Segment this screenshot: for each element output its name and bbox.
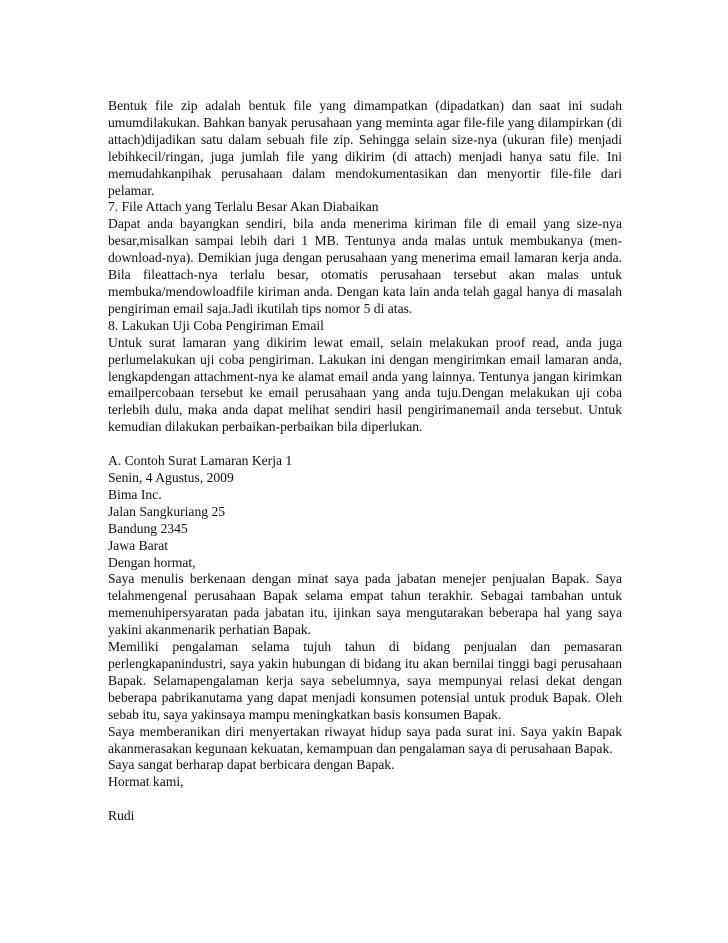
letter-body-1: Saya menulis berkenaan dengan minat saya pada jabatan menejer penjualan Bapak. Saya telahmengenal perusahaan Bapak selama empat tahun terakhir. Sebagai tambahan untuk memenuhipersyaratan pada jabatan itu, ijinkan saya mengutarakan beberapa hal yang saya yakini akanmenarik perhatian Bapak. (108, 571, 622, 638)
recipient-company: Bima Inc. (108, 486, 162, 502)
letter-signature: Rudi (108, 808, 135, 824)
letter-closing: Hormat kami, (108, 774, 184, 790)
paragraph-tip-7: Dapat anda bayangkan sendiri, bila anda menerima kiriman file di email yang size-nya besar,misalkan sampai lebih dari 1 MB. Tentunya anda malas untuk membukanya (men-download-nya). Demikian juga dengan perusahaan yang menerima email lamaran kerja anda. Bila fileattach-nya terlalu besar, otomatis perusahaan tersebut akan malas untuk membuka/mendowloadfile kiriman anda. Dengan kata lain anda telah gagal hanya di masalah pengiriman email saja.Jadi ikutilah tips nomor 5 di atas. (108, 216, 622, 316)
blank-line (108, 436, 622, 453)
letter-body-4: Saya sangat berharap dapat berbicara dengan Bapak. (108, 757, 395, 773)
letter-body-3: Saya memberanikan diri menyertakan riwayat hidup saya pada surat ini. Saya yakin Bapak akanmerasakan kegunaan kekuatan, kemampuan dan pengalaman saya di perusahaan Bapak. (108, 723, 622, 756)
letter-title: A. Contoh Surat Lamaran Kerja 1 (108, 453, 293, 469)
letter-date: Senin, 4 Agustus, 2009 (108, 470, 234, 486)
document-page (108, 98, 622, 825)
letter-body-2: Memiliki pengalaman selama tujuh tahun di bidang penjualan dan pemasaran perlengkapanindustri, saya yakin hubungan di bidang itu akan bernilai tinggi bagi perusahaan Bapak. Selamapengalaman kerja saya sebelumnya, saya mempunyai relasi dekat dengan beberapa pabrikanutama yang dapat menjadi konsumen potensial untuk produk Bapak. Oleh sebab itu, saya yakinsaya mampu meningkatkan basis konsumen Bapak. (108, 639, 622, 722)
recipient-street: Jalan Sangkuriang 25 (108, 503, 226, 519)
heading-tip-8: 8. Lakukan Uji Coba Pengiriman Email (108, 317, 324, 333)
paragraph-zip: Bentuk file zip adalah bentuk file yang dimampatkan (dipadatkan) dan saat ini sudah umumdilakukan. Bahkan banyak perusahaan yang meminta agar file-file yang dilampirkan (di attach)dijadikan satu dalam sebuah file zip. Sehingga selain size-nya (ukuran file) menjadi lebihkecil/ringan, juga jumlah file yang dikirim (di attach) menjadi hanya satu file. Ini memudahkanpihak perusahaan dalam mendokumentasikan dan menyortir file-file dari pelamar. (108, 98, 622, 198)
recipient-province: Jawa Barat (108, 537, 169, 553)
blank-line (108, 791, 622, 808)
paragraph-tip-8: Untuk surat lamaran yang dikirim lewat email, selain melakukan proof read, anda juga perlumelakukan uji coba pengiriman. Lakukan ini dengan mengirimkan email lamaran anda, lengkapdengan attachment-nya ke alamat email anda yang lainnya. Tentunya jangan kirimkan emailpercobaan tersebut ke email perusahaan yang anda tuju.Dengan melakukan uji coba terlebih dulu, maka anda dapat melihat sendiri hasil pengirimanemail anda tersebut. Untuk kemudian dilakukan perbaikan-perbaikan bila diperlukan. (108, 334, 622, 435)
recipient-city: Bandung 2345 (108, 520, 188, 536)
heading-tip-7: 7. File Attach yang Terlalu Besar Akan Diabaikan (108, 199, 379, 215)
letter-salutation: Dengan hormat, (108, 554, 196, 570)
